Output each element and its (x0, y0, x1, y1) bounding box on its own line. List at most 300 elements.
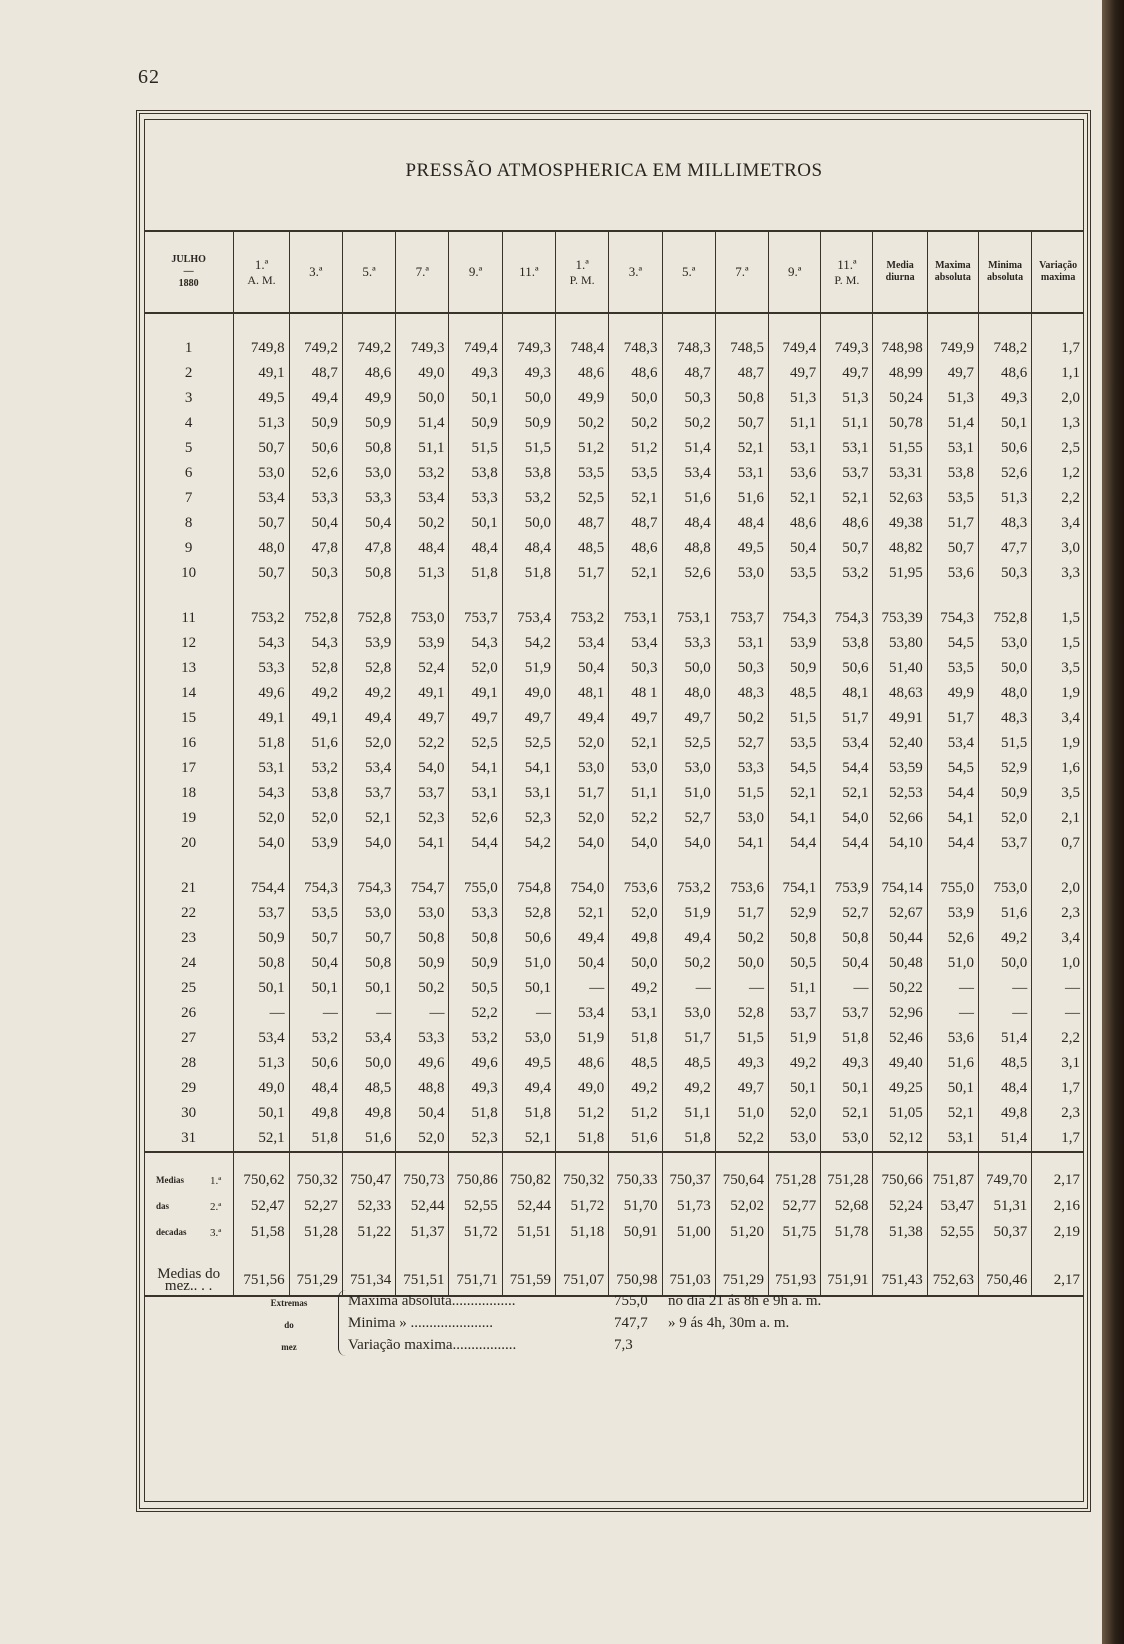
value-cell: 751,34 (342, 1265, 395, 1296)
value-cell: 751,59 (502, 1265, 555, 1296)
extreme-max-row (348, 1290, 948, 1312)
value-cell: 750,82 (502, 1167, 555, 1193)
spacer-cell (342, 1152, 395, 1167)
spacer-cell (609, 1245, 662, 1265)
value-cell: 50,6 (978, 436, 1031, 461)
value-cell: 53,5 (927, 656, 978, 681)
value-cell: 750,33 (609, 1167, 662, 1193)
value-cell: 52,6 (662, 561, 715, 586)
day-row (144, 411, 1084, 436)
value-cell: 51,8 (555, 1126, 608, 1152)
spacer-cell (927, 856, 978, 876)
value-cell: 48,6 (769, 511, 821, 536)
value-cell: 52,55 (449, 1193, 502, 1219)
value-cell: 48,5 (662, 1051, 715, 1076)
value-cell: 50,5 (449, 976, 502, 1001)
value-cell: 54,3 (234, 631, 289, 656)
value-cell: 54,1 (927, 806, 978, 831)
spacer-cell (821, 586, 873, 606)
spacer-cell (609, 1152, 662, 1167)
value-cell: 50,2 (609, 411, 662, 436)
value-cell: 1,9 (1032, 731, 1084, 756)
value-cell: 51,72 (449, 1219, 502, 1245)
value-cell: 52,67 (873, 901, 927, 926)
spacer-row (144, 1152, 1084, 1167)
value-cell: 49,7 (662, 706, 715, 731)
value-cell: 53,7 (821, 1001, 873, 1026)
extremes-label-2: do (284, 1320, 294, 1330)
value-cell: 52,8 (502, 901, 555, 926)
value-cell: 53,1 (821, 436, 873, 461)
value-cell: 52,40 (873, 731, 927, 756)
value-cell: 49,2 (289, 681, 342, 706)
value-cell: 51,5 (769, 706, 821, 731)
spacer-cell (234, 1152, 289, 1167)
value-cell: 49,6 (234, 681, 289, 706)
value-cell: 50,9 (396, 951, 449, 976)
column-header-line1: 11.ª (519, 264, 539, 279)
value-cell: 50,8 (342, 561, 395, 586)
value-cell: 754,14 (873, 876, 927, 901)
value-cell: 51,1 (609, 781, 662, 806)
value-cell: 48,7 (662, 361, 715, 386)
value-cell: 749,9 (927, 336, 978, 361)
value-cell: 53,5 (609, 461, 662, 486)
value-cell: 51,37 (396, 1219, 449, 1245)
value-cell: 1,2 (1032, 461, 1084, 486)
decade-means-label: das (156, 1201, 170, 1212)
day-row (144, 1076, 1084, 1101)
value-cell: 50,6 (821, 656, 873, 681)
extreme-label: Minima » ...................... (348, 1315, 493, 1331)
value-cell: 52,44 (396, 1193, 449, 1219)
value-cell: 50,1 (978, 411, 1031, 436)
value-cell: 50,0 (609, 951, 662, 976)
value-cell: 50,8 (769, 926, 821, 951)
value-cell: 50,2 (662, 951, 715, 976)
value-cell: 53,4 (662, 461, 715, 486)
value-cell: 47,7 (978, 536, 1031, 561)
value-cell: 48,7 (715, 361, 768, 386)
value-cell: 53,0 (609, 756, 662, 781)
value-cell: 52,9 (769, 901, 821, 926)
day-row (144, 561, 1084, 586)
value-cell: 54,1 (396, 831, 449, 856)
value-cell: 51,18 (555, 1219, 608, 1245)
column-header-line2: absoluta (934, 272, 971, 283)
spacer-cell (769, 313, 821, 336)
value-cell: 51,2 (609, 436, 662, 461)
column-header-line1: 9.ª (787, 264, 802, 279)
column-header (978, 231, 1031, 313)
value-cell: 753,2 (662, 876, 715, 901)
value-cell: 53,2 (821, 561, 873, 586)
value-cell: 50,0 (609, 386, 662, 411)
spacer-cell (821, 856, 873, 876)
value-cell: 54,4 (927, 781, 978, 806)
value-cell: 51,5 (715, 1026, 768, 1051)
value-cell: 52,0 (555, 731, 608, 756)
day-row (144, 731, 1084, 756)
value-cell: — (502, 1001, 555, 1026)
value-cell: 50,0 (715, 951, 768, 976)
value-cell: 2,16 (1032, 1193, 1084, 1219)
value-cell: 53,7 (342, 781, 395, 806)
value-cell: 51,8 (234, 731, 289, 756)
value-cell: 51,4 (978, 1126, 1031, 1152)
value-cell: 50,9 (978, 781, 1031, 806)
value-cell: 53,3 (449, 901, 502, 926)
day-number: 29 (181, 1080, 197, 1096)
value-cell: 53,3 (396, 1026, 449, 1051)
month-means-label-2: mez.. . . (164, 1278, 213, 1294)
value-cell: 54,0 (342, 831, 395, 856)
day-number: 10 (181, 565, 197, 581)
value-cell: 51,20 (715, 1219, 768, 1245)
value-cell: 54,10 (873, 831, 927, 856)
value-cell: 51,8 (821, 1026, 873, 1051)
value-cell: 52,66 (873, 806, 927, 831)
value-cell: 53,9 (396, 631, 449, 656)
value-cell: 50,91 (609, 1219, 662, 1245)
value-cell: 754,3 (289, 876, 342, 901)
value-cell: 54,4 (821, 756, 873, 781)
value-cell: 50,7 (821, 536, 873, 561)
value-cell: 754,3 (821, 606, 873, 631)
value-cell: 49,1 (234, 706, 289, 731)
value-cell: 53,4 (821, 731, 873, 756)
value-cell: 2,3 (1032, 1101, 1084, 1126)
spacer-cell (715, 1152, 768, 1167)
value-cell: 52,1 (342, 806, 395, 831)
value-cell: 751,91 (821, 1265, 873, 1296)
spacer-cell (609, 586, 662, 606)
extreme-variation-row (348, 1334, 948, 1356)
value-cell: 52,02 (715, 1193, 768, 1219)
value-cell: 49,0 (555, 1076, 608, 1101)
value-cell: 52,1 (234, 1126, 289, 1152)
day-row (144, 706, 1084, 731)
value-cell: 753,7 (715, 606, 768, 631)
value-cell: 53,1 (234, 756, 289, 781)
value-cell: 50,4 (396, 1101, 449, 1126)
day-number: 31 (181, 1130, 197, 1146)
value-cell: 50,3 (609, 656, 662, 681)
value-cell: 47,8 (289, 536, 342, 561)
spacer-cell (449, 586, 502, 606)
day-row (144, 951, 1084, 976)
value-cell: 50,4 (769, 536, 821, 561)
spacer-cell (234, 1245, 289, 1265)
value-cell: 50,3 (978, 561, 1031, 586)
decade-means-label: decadas (156, 1227, 187, 1238)
spacer-cell (1032, 856, 1084, 876)
value-cell: 48,63 (873, 681, 927, 706)
value-cell: 51,1 (821, 411, 873, 436)
value-cell: 51,40 (873, 656, 927, 681)
value-cell: 50,4 (289, 951, 342, 976)
value-cell: 51,6 (609, 1126, 662, 1152)
value-cell: 50,9 (769, 656, 821, 681)
value-cell: 54,0 (396, 756, 449, 781)
value-cell: 52,1 (502, 1126, 555, 1152)
column-header (289, 231, 342, 313)
value-cell: 51,7 (927, 511, 978, 536)
spacer-cell (609, 313, 662, 336)
value-cell: 50,7 (342, 926, 395, 951)
value-cell: 51,95 (873, 561, 927, 586)
value-cell: 48,6 (821, 511, 873, 536)
day-row (144, 1051, 1084, 1076)
day-row (144, 656, 1084, 681)
spacer-cell (449, 856, 502, 876)
value-cell: — (927, 1001, 978, 1026)
day-number: 21 (181, 880, 197, 896)
value-cell: 49,4 (342, 706, 395, 731)
value-cell: 53,0 (715, 806, 768, 831)
value-cell: 51,3 (978, 486, 1031, 511)
table-title: PRESSÃO ATMOSPHERICA EM MILLIMETROS (405, 160, 823, 181)
value-cell: 51,8 (662, 1126, 715, 1152)
column-header (234, 231, 289, 313)
value-cell: 54,1 (769, 806, 821, 831)
value-cell: 52,0 (449, 656, 502, 681)
value-cell: 748,3 (609, 336, 662, 361)
value-cell: 50,1 (234, 1101, 289, 1126)
value-cell: 755,0 (449, 876, 502, 901)
value-cell: 51,6 (927, 1051, 978, 1076)
value-cell: 54,2 (502, 831, 555, 856)
day-row (144, 806, 1084, 831)
value-cell: 52,7 (662, 806, 715, 831)
value-cell: 52,6 (978, 461, 1031, 486)
value-cell: 48,0 (662, 681, 715, 706)
value-cell: 52,5 (662, 731, 715, 756)
day-row (144, 1101, 1084, 1126)
value-cell: 53,4 (234, 486, 289, 511)
value-cell: 50,1 (927, 1076, 978, 1101)
spacer-cell (289, 856, 342, 876)
value-cell: 54,1 (502, 756, 555, 781)
spacer-cell (342, 1245, 395, 1265)
spacer-cell (449, 313, 502, 336)
value-cell: 51,2 (609, 1101, 662, 1126)
value-cell: 54,0 (609, 831, 662, 856)
value-cell: 1,7 (1032, 1076, 1084, 1101)
value-cell: 53,0 (978, 631, 1031, 656)
value-cell: 3,5 (1032, 656, 1084, 681)
value-cell: 52,33 (342, 1193, 395, 1219)
value-cell: 49,3 (449, 361, 502, 386)
column-header (502, 231, 555, 313)
value-cell: 49,4 (502, 1076, 555, 1101)
value-cell: 54,4 (927, 831, 978, 856)
value-cell: 53,3 (715, 756, 768, 781)
value-cell: 752,63 (927, 1265, 978, 1296)
spacer-cell (555, 586, 608, 606)
spacer-cell (234, 586, 289, 606)
day-row (144, 1126, 1084, 1152)
spacer-cell (234, 313, 289, 336)
value-cell: 748,3 (662, 336, 715, 361)
value-cell: 53,1 (769, 436, 821, 461)
value-cell: 52,2 (396, 731, 449, 756)
value-cell: 48 1 (609, 681, 662, 706)
extreme-note: » 9 ás 4h, 30m a. m. (668, 1315, 790, 1331)
column-header-line1: 5.ª (362, 264, 376, 279)
spacer-cell (1032, 313, 1084, 336)
value-cell: 49,4 (555, 706, 608, 731)
value-cell: 50,8 (449, 926, 502, 951)
value-cell: 51,78 (821, 1219, 873, 1245)
value-cell: 50,1 (342, 976, 395, 1001)
value-cell: 53,2 (396, 461, 449, 486)
decade-label-cell (144, 1167, 234, 1193)
value-cell: 751,56 (234, 1265, 289, 1296)
book-spine (1102, 0, 1124, 1644)
value-cell: 750,46 (978, 1265, 1031, 1296)
value-cell: 52,96 (873, 1001, 927, 1026)
column-header-line1: 9.ª (468, 264, 483, 279)
value-cell: 53,0 (821, 1126, 873, 1152)
value-cell: 51,5 (978, 731, 1031, 756)
value-cell: 3,4 (1032, 706, 1084, 731)
value-cell: 49,4 (662, 926, 715, 951)
value-cell: 50,7 (234, 511, 289, 536)
value-cell: 51,4 (927, 411, 978, 436)
value-cell: 52,0 (289, 806, 342, 831)
value-cell: 749,2 (342, 336, 395, 361)
decade-ordinal: 2.ª (210, 1200, 222, 1213)
value-cell: 750,47 (342, 1167, 395, 1193)
value-cell: 53,2 (289, 756, 342, 781)
value-cell: 53,31 (873, 461, 927, 486)
value-cell: 49,7 (502, 706, 555, 731)
column-header (662, 231, 715, 313)
day-number: 17 (181, 760, 197, 776)
value-cell: 1,5 (1032, 631, 1084, 656)
value-cell: 50,4 (555, 656, 608, 681)
value-cell: 52,5 (449, 731, 502, 756)
spacer-cell (715, 313, 768, 336)
day-row (144, 976, 1084, 1001)
day-number: 19 (181, 810, 197, 826)
value-cell: 51,6 (662, 486, 715, 511)
value-cell: 51,0 (662, 781, 715, 806)
value-cell: 49,2 (342, 681, 395, 706)
value-cell: 51,3 (234, 1051, 289, 1076)
value-cell: 49,0 (396, 361, 449, 386)
column-header-line2: diurna (885, 272, 915, 283)
value-cell: 50,4 (342, 511, 395, 536)
value-cell: 50,8 (342, 951, 395, 976)
value-cell: 50,0 (502, 511, 555, 536)
value-cell: 49,2 (769, 1051, 821, 1076)
value-cell: 51,38 (873, 1219, 927, 1245)
value-cell: 49,1 (449, 681, 502, 706)
day-number: 15 (181, 710, 197, 726)
day-row (144, 631, 1084, 656)
day-number: 12 (181, 635, 197, 651)
value-cell: 50,0 (396, 386, 449, 411)
value-cell: 54,0 (555, 831, 608, 856)
value-cell: 50,0 (502, 386, 555, 411)
value-cell: 52,8 (342, 656, 395, 681)
value-cell: 49,4 (289, 386, 342, 411)
value-cell: 749,8 (234, 336, 289, 361)
value-cell: 52,8 (289, 656, 342, 681)
day-number: 30 (181, 1105, 197, 1121)
value-cell: 48,7 (289, 361, 342, 386)
spacer-cell (555, 313, 608, 336)
column-header-line1: 1.ª (575, 257, 589, 272)
decade-means-label: Medias (156, 1175, 184, 1186)
decade-label-cell (144, 1219, 234, 1245)
value-cell: 50,1 (449, 386, 502, 411)
value-cell: 53,3 (342, 486, 395, 511)
column-header-line2: A. M. (247, 273, 276, 287)
value-cell: 50,0 (342, 1051, 395, 1076)
value-cell: 3,5 (1032, 781, 1084, 806)
value-cell: 53,9 (342, 631, 395, 656)
value-cell: 50,78 (873, 411, 927, 436)
spacer-cell (342, 586, 395, 606)
decade-ordinal: 1.ª (210, 1174, 222, 1187)
value-cell: 49,9 (927, 681, 978, 706)
spacer-cell (715, 586, 768, 606)
value-cell: 49,0 (234, 1076, 289, 1101)
day-row (144, 461, 1084, 486)
value-cell: 54,3 (449, 631, 502, 656)
value-cell: 1,6 (1032, 756, 1084, 781)
value-cell: 49,7 (609, 706, 662, 731)
value-cell: 754,3 (927, 606, 978, 631)
extreme-value: 7,3 (614, 1337, 633, 1353)
value-cell: 48,4 (715, 511, 768, 536)
value-cell: 49,8 (289, 1101, 342, 1126)
value-cell: 48,5 (342, 1076, 395, 1101)
value-cell: — (289, 1001, 342, 1026)
value-cell: 52,0 (978, 806, 1031, 831)
value-cell: 753,39 (873, 606, 927, 631)
value-cell: 49,8 (609, 926, 662, 951)
value-cell: 52,3 (502, 806, 555, 831)
column-header-line1: 7.ª (415, 264, 429, 279)
value-cell: 48,6 (555, 1051, 608, 1076)
spacer-cell (1032, 1152, 1084, 1167)
value-cell: 749,3 (821, 336, 873, 361)
value-cell: 51,2 (555, 436, 608, 461)
spacer-cell (1032, 1245, 1084, 1265)
dash: — (183, 266, 194, 277)
value-cell: 53,8 (821, 631, 873, 656)
value-cell: 49,2 (662, 1076, 715, 1101)
spacer-cell (769, 1152, 821, 1167)
value-cell: 749,2 (289, 336, 342, 361)
spacer-cell (662, 1152, 715, 1167)
spacer-cell (978, 1152, 1031, 1167)
value-cell: 53,47 (927, 1193, 978, 1219)
pressure-table (144, 230, 1084, 1297)
value-cell: 50,2 (715, 706, 768, 731)
value-cell: 50,7 (289, 926, 342, 951)
day-row (144, 1026, 1084, 1051)
value-cell: 749,70 (978, 1167, 1031, 1193)
spacer-row (144, 1245, 1084, 1265)
spacer-cell (289, 1152, 342, 1167)
value-cell: 751,29 (289, 1265, 342, 1296)
value-cell: 51,3 (769, 386, 821, 411)
